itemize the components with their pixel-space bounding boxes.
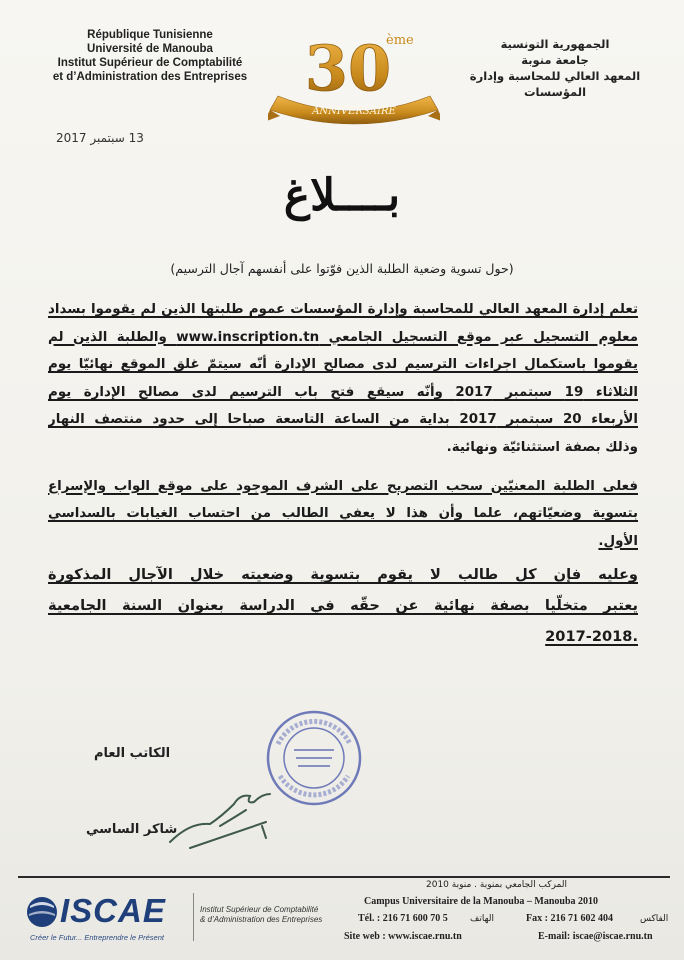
- header-ar-line: الجمهورية التونسية: [500, 37, 610, 51]
- document-date: 13 سبتمبر 2017: [56, 131, 144, 145]
- body-line: يعتبر متخلّيا بصفة نهائية عن حقّه في الدراسة بعنوان السنة الجامعية: [48, 597, 638, 615]
- document-body: [48, 296, 638, 652]
- body-line: بتسوية وضعيّاتهم، علما وأن هذا لا يعفي الطالب من احتساب الغيابات بالسداسي: [48, 506, 638, 522]
- footer-fax: Fax : 216 71 602 404: [526, 913, 613, 924]
- body-line: معلوم التسجيل عبر موقع التسجيل الجامعي www.inscription.tn والطلبة الذين لم: [48, 329, 638, 345]
- header-fr-line: et d’Administration des Entreprises: [52, 71, 248, 83]
- footer-arabic-address: المركب الجامعي بمنوبة . منوبة 2010: [426, 880, 567, 890]
- footer-institute-line: & d’Administration des Entreprises: [200, 915, 323, 924]
- footer-website: Site web : www.iscae.rnu.tn: [344, 931, 462, 942]
- footer-institute-name: [200, 905, 322, 925]
- anniversary-banner-text: ANNIVERSAIRE: [312, 106, 396, 117]
- anniversary-number: 30: [304, 32, 392, 105]
- iscae-brand: ISCAE: [60, 892, 166, 929]
- footer-phone-ar: الهاتف: [470, 914, 494, 924]
- body-line: 2017-2018.: [545, 628, 638, 646]
- body-line: وعليه فإن كل طالب لا يقوم بتسوية وضعيته خلال الآجال المذكورة: [48, 566, 638, 584]
- header-ar-line: المعهد العالي للمحاسبة وإدارة المؤسسات: [469, 69, 641, 99]
- footer-email: E-mail: iscae@iscae.rnu.tn: [538, 931, 653, 942]
- anniversary-logo: [268, 30, 440, 130]
- body-line: الثلاثاء 19 سبتمبر 2017 وأنّه سيقع فتح باب الترسيم لدى مصالح الإدارة يوم: [48, 384, 638, 400]
- iscae-logo-icon: [24, 894, 60, 930]
- signatory-name: شاكر الساسي: [86, 822, 178, 837]
- body-line: فعلى الطلبة المعنيّين سحب التصريح على الشرف الموجود على موقع الواب والإسراع: [48, 478, 638, 494]
- document-subtitle: (حول تسوية وضعية الطلبة الذين فوّتوا على أنفسهم آجال الترسيم): [170, 261, 514, 276]
- iscae-slogan: Créer le Futur... Entreprendre le Présent: [30, 933, 164, 942]
- header-fr-line: République Tunisienne: [87, 29, 213, 41]
- header-arabic: [442, 36, 668, 100]
- footer-institute-line: Institut Supérieur de Comptabilité: [200, 905, 319, 914]
- body-line: تعلم إدارة المعهد العالي للمحاسبة وإدارة المؤسسات عموم طلبتها الذين لم يقوموا بسداد: [48, 302, 638, 317]
- document-title: بــــلاغ: [283, 170, 401, 221]
- body-line: الأربعاء 20 سبتمبر 2017 بداية من الساعة التاسعة صباحا إلى حدود منتصف النهار: [48, 412, 638, 428]
- header-fr-line: Institut Supérieur de Comptabilité: [57, 57, 243, 69]
- header-ar-line: جامعة منوبة: [521, 53, 589, 67]
- anniversary-sup: ème: [386, 33, 414, 48]
- footer-vertical-divider: [193, 893, 194, 941]
- footer-campus-address: Campus Universitaire de la Manouba – Manouba 2010: [364, 896, 599, 907]
- handwritten-signature: [150, 764, 310, 854]
- header-fr-line: Université de Manouba: [87, 43, 213, 55]
- body-line: يقوموا باستكمال اجراءات الترسيم لدى مصالح الإدارة أنّه سيتمّ غلق الموقع نهائيّا يوم: [48, 357, 638, 373]
- body-line: وذلك بصفة استثنائيّة ونهائية.: [446, 439, 638, 455]
- footer-fax-ar: الفاكس: [640, 914, 669, 924]
- body-line: الأول.: [598, 533, 638, 549]
- signatory-title: الكاتب العام: [94, 746, 171, 761]
- header-french: [40, 28, 260, 84]
- footer-divider: [18, 876, 670, 878]
- footer-phone: Tél. : 216 71 600 70 5: [358, 913, 448, 924]
